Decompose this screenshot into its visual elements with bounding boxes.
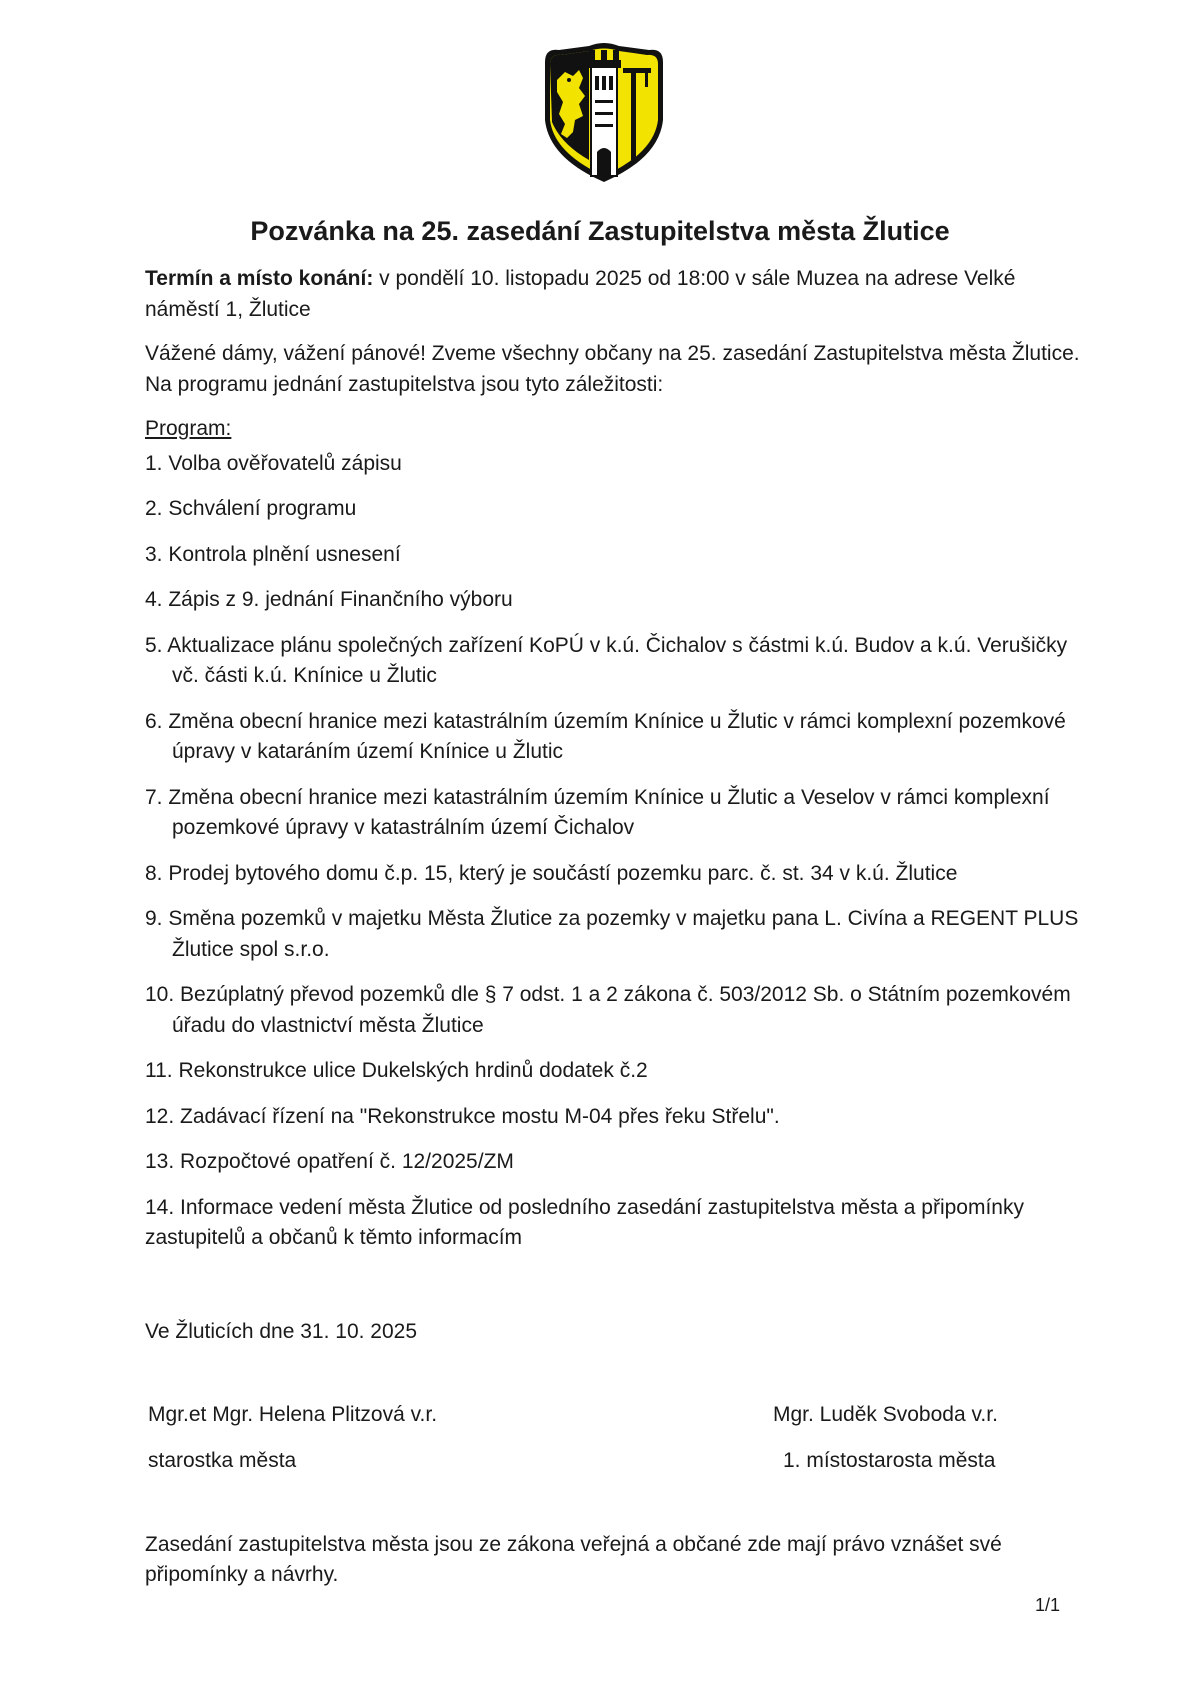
meeting-text: v pondělí 10. listopadu 2025 od 18:00 v sále Muzea na adrese Velké náměstí 1, Žlutice	[145, 267, 1016, 321]
agenda-item: 13. Rozpočtové opatření č. 12/2025/ZM	[145, 1150, 514, 1173]
agenda-item: 9. Směna pozemků v majetku Města Žlutice za pozemky v majetku pana L. Civína a REGENT PLUS Žlutice spol s.r.o.	[145, 907, 1079, 961]
meeting-label: Termín a místo konání:	[145, 267, 374, 290]
closing-note: Zasedání zastupitelstva města jsou ze zákona veřejná a občané zde mají právo vznášet své připomínky a návrhy.	[145, 1533, 1002, 1586]
page-number: 1/1	[1035, 1595, 1061, 1615]
agenda-item: 3. Kontrola plnění usnesení	[145, 542, 401, 566]
signature-right-name: Mgr. Luděk Svoboda v.r.	[773, 1403, 998, 1426]
agenda-item: 5. Aktualizace plánu společných zařízení KoPÚ v k.ú. Čichalov s částmi k.ú. Budov a k.ú. Verušičky vč. části k.ú. Knínice u Žlutic	[145, 633, 1068, 687]
agenda-item: 14. Informace vedení města Žlutice od posledního zasedání zastupitelstva města a připomínky zastupitelů a občanů k těmto informacím	[145, 1195, 1024, 1249]
agenda-item: 7. Změna obecní hranice mezi katastrálním územím Knínice u Žlutic a Veselov v rámci komplexní pozemkové úpravy v katastrálním území Čichalov	[145, 785, 1050, 839]
agenda-item: 2. Schválení programu	[145, 497, 357, 520]
document-body	[145, 264, 1085, 1269]
agenda-item: 6. Změna obecní hranice mezi katastrálním územím Knínice u Žlutic v rámci komplexní pozemkové úpravy v kataráním území Knínice u Žlutic	[145, 709, 1066, 763]
date-line: Ve Žluticích dne 31. 10. 2025	[145, 1320, 418, 1343]
page-title: Pozvánka na 25. zasedání Zastupitelstva města Žlutice	[250, 216, 950, 246]
agenda-item: 1. Volba ověřovatelů zápisu	[145, 451, 402, 475]
agenda-item: 11. Rekonstrukce ulice Dukelských hrdinů dodatek č.2	[145, 1059, 648, 1082]
intro-paragraph: Vážené dámy, vážení pánové! Zveme všechny občany na 25. zasedání Zastupitelstva města Žlutice. Na programu jednání zastupitelstva jsou tyto záležitosti:	[145, 342, 1080, 396]
agenda-list	[145, 449, 1085, 1254]
agenda-item: 8. Prodej bytového domu č.p. 15, který je součástí pozemku parc. č. st. 34 v k.ú. Žlutice	[145, 861, 958, 885]
agenda-item: 10. Bezúplatný převod pozemků dle § 7 odst. 1 a 2 zákona č. 503/2012 Sb. o Státním pozemkovém úřadu do vlastnictví města Žlutice	[145, 983, 1071, 1037]
signature-left-role: starostka města	[148, 1449, 297, 1472]
signature-right-role: 1. místostarosta města	[783, 1449, 996, 1472]
program-heading: Program:	[145, 417, 232, 440]
agenda-item: 4. Zápis z 9. jednání Finančního výboru	[145, 588, 513, 611]
meeting-info	[145, 264, 1085, 325]
coat-of-arms-icon	[539, 40, 669, 185]
agenda-item: 12. Zadávací řízení na "Rekonstrukce mostu M-04 přes řeku Střelu".	[145, 1104, 780, 1128]
signature-left-name: Mgr.et Mgr. Helena Plitzová v.r.	[148, 1403, 438, 1426]
